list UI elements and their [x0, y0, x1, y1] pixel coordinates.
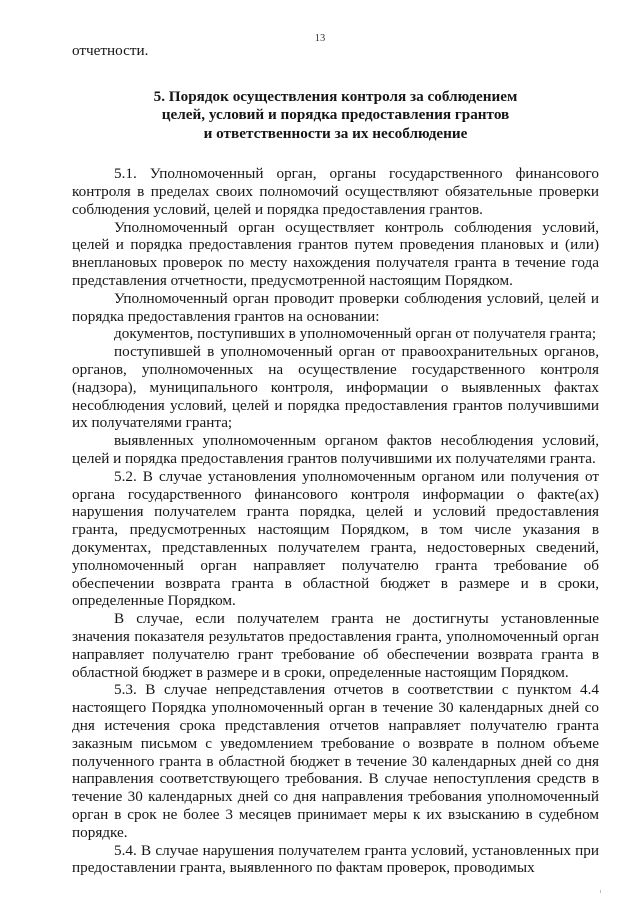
continuation-text: отчетности. [72, 42, 149, 59]
document-body [72, 42, 599, 877]
section-heading-line: и ответственности за их несоблюдение [203, 124, 468, 142]
section-heading-line: 5. Порядок осуществления контроля за соблюдением [153, 87, 518, 105]
paragraph-inspection-basis: Уполномоченный орган проводит проверки соблюдения условий, целей и порядка предоставления грантов на основании: [72, 289, 599, 325]
paragraph-5-1: 5.1. Уполномоченный орган, органы государственного финансового контроля в пределах своих полномочий осуществляют обязательные проверки соблюдения условий, целей и порядка предоставления грантов. [72, 165, 599, 218]
basis-item-documents: документов, поступивших в уполномоченный орган от получателя гранта; [114, 325, 597, 343]
scan-mark [600, 890, 601, 893]
section-heading-line: целей, условий и порядка предоставления грантов [161, 106, 510, 124]
paragraph-5-2: 5.2. В случае установления уполномоченным органом или получения от органа государственного финансового контроля информации о факте(ах) нарушения получателем гранта порядка, целей и условий предоставления гранта, предусмотренных настоящим Порядком, в том числе указания в документах, представленных получателем гранта, недостоверных сведений, уполномоченный орган направляет получателю гранта требование об обеспечении возврата гранта в областной бюджет в размере и в сроки, определенные Порядком. [72, 467, 599, 610]
paragraph-5-3: 5.3. В случае непредставления отчетов в соответствии с пунктом 4.4 настоящего Порядка уполномоченный орган в течение 30 календарных дней со дня истечения срока представления отчетов направляет получателю гранта заказным письмом с уведомлением требование о возврате в полном объеме полученного гранта в областной бюджет в течение 30 календарных дней со дня направления соответствующего требования. В случае непоступления средств в течение 30 календарных дней со дня направления требования уполномоченный орган в срок не более 3 месяцев принимает меры к их взысканию в судебном порядке. [72, 681, 599, 841]
section-heading [72, 88, 599, 144]
basis-item-detected-facts: выявленных уполномоченным органом фактов несоблюдения условий, целей и порядка предоставления грантов получившими их получателями гранта. [72, 432, 599, 468]
paragraph-5-4: 5.4. В случае нарушения получателем гранта условий, установленных при предоставлении гранта, выявленного по фактам проверок, проводимых [72, 841, 599, 877]
page-number: 13 [314, 33, 326, 44]
paragraph-control-method: Уполномоченный орган осуществляет контроль соблюдения условий, целей и порядка предоставления грантов путем проведения плановых и (или) внеплановых проверок по месту нахождения получателя гранта в течение года представления отчетности, предусмотренной настоящим Порядком. [72, 218, 599, 290]
basis-item-external-info: поступившей в уполномоченный орган от правоохранительных органов, органов, уполномоченных на осуществление государственного контроля (надзора), муниципального контроля, информации о выявленных фактах несоблюдения условий, целей и порядка предоставления грантов получившими их получателями гранта; [72, 343, 599, 432]
paragraph-result-not-achieved: В случае, если получателем гранта не достигнуты установленные значения показателя результатов предоставления гранта, уполномоченный орган направляет получателю грант требование об обеспечении возврата гранта в областной бюджет в размере и в сроки, определенные настоящим Порядком. [72, 610, 599, 681]
